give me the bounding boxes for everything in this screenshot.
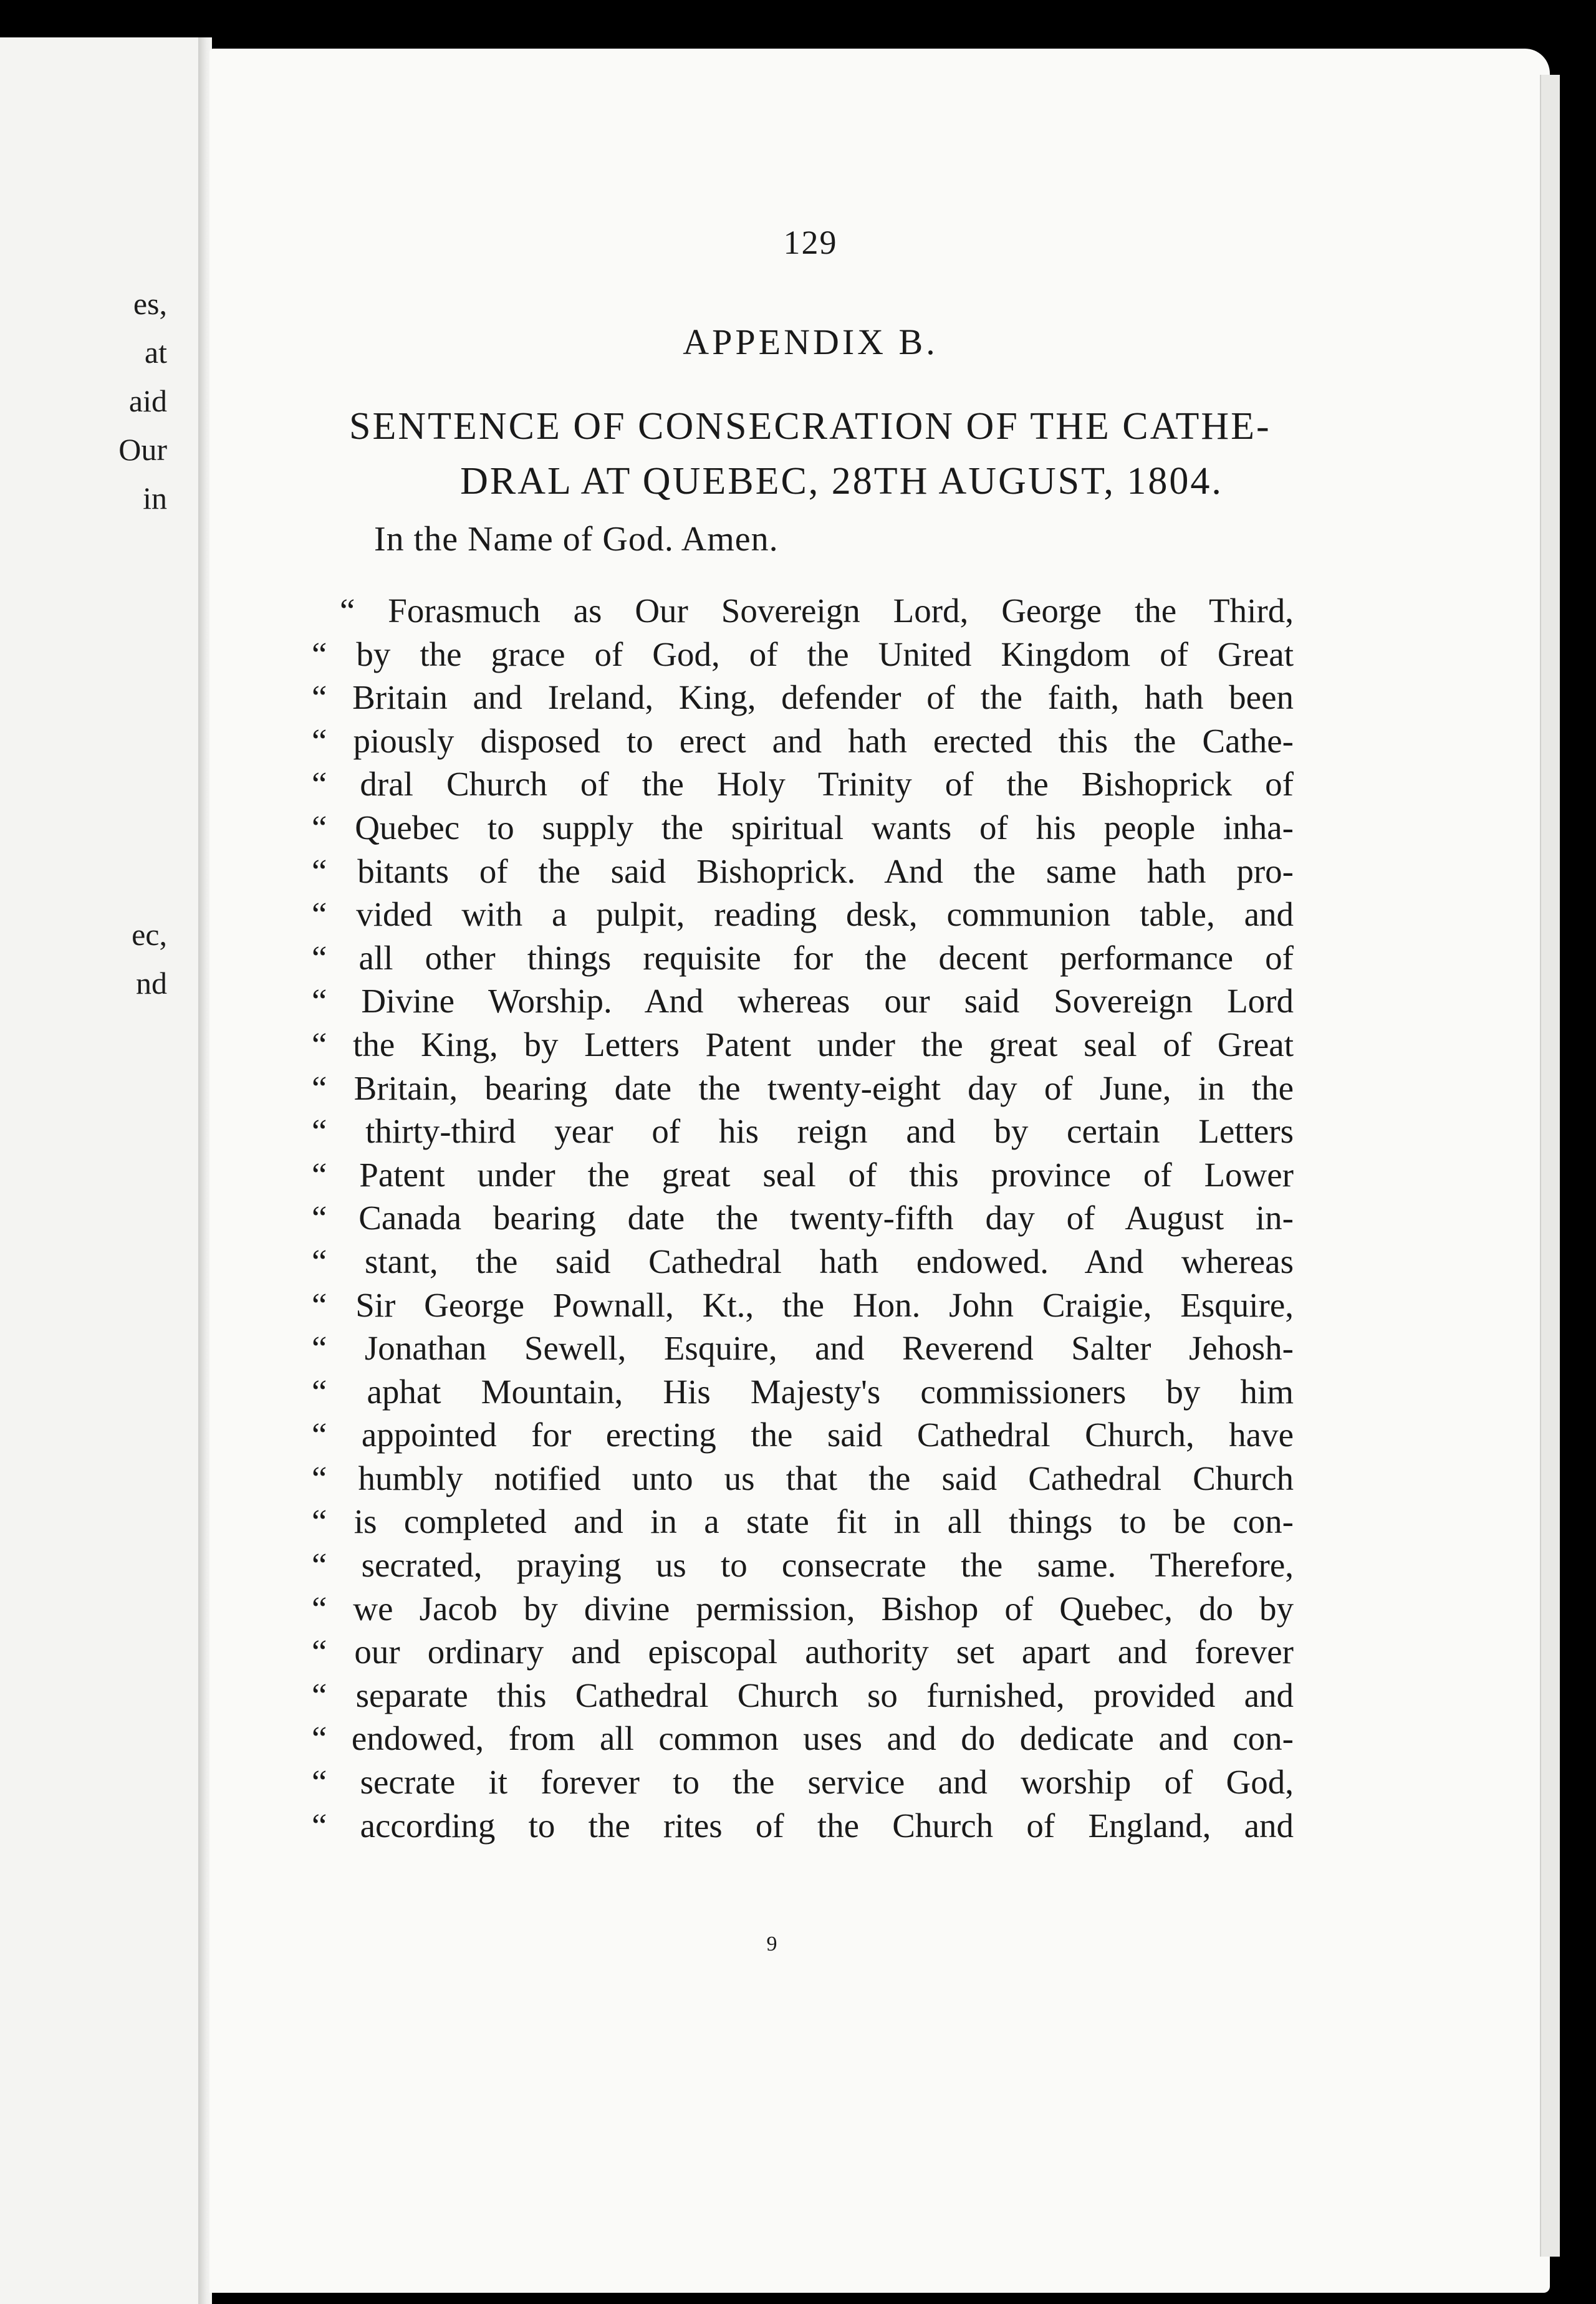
body-line: “ Forasmuch as Our Sovereign Lord, George the Third, — [340, 592, 1294, 630]
body-line: “ Britain and Ireland, King, defender of the faith, hath been — [312, 678, 1294, 717]
body-line: “ endowed, from all common uses and do dedicate and con- — [312, 1719, 1294, 1758]
body-line: “ is completed and in a state fit in all things to be con- — [312, 1502, 1294, 1541]
section-heading — [349, 399, 1297, 509]
body-line: “ Patent under the great seal of this province of Lower — [312, 1155, 1294, 1194]
left-page-text-lower — [132, 910, 167, 1007]
left-fragment: at — [144, 335, 167, 370]
body-line: “ humbly notified unto us that the said Cathedral Church — [312, 1459, 1294, 1497]
left-facing-page — [0, 37, 200, 2304]
body-line: “ secrated, praying us to consecrate the same. Therefore, — [312, 1546, 1294, 1585]
body-text — [312, 589, 1294, 1847]
body-line: “ Divine Worship. And whereas our said Sovereign Lord — [312, 982, 1294, 1020]
body-line: “ the King, by Letters Patent under the great seal of Great — [312, 1025, 1294, 1063]
left-fragment: aid — [128, 383, 167, 418]
left-fragment: Our — [118, 432, 167, 467]
body-line: “ by the grace of God, of the United Kingdom of Great — [312, 635, 1294, 673]
body-line: “ dral Church of the Holy Trinity of the Bishoprick of — [312, 765, 1294, 804]
body-line: “ vided with a pulpit, reading desk, communion table, and — [312, 895, 1294, 934]
body-line: “ piously disposed to erect and hath erected this the Cathe- — [312, 721, 1294, 760]
scan-background — [0, 0, 1596, 56]
left-fragment: ec, — [132, 917, 167, 952]
left-fragment: es, — [133, 286, 167, 321]
signature-mark: 9 — [766, 1932, 777, 1956]
page-edge — [1540, 75, 1560, 2257]
body-line: “ all other things requisite for the decent performance of — [312, 938, 1294, 977]
left-fragment: in — [143, 481, 167, 516]
body-line: “ we Jacob by divine permission, Bishop of Quebec, do by — [312, 1589, 1294, 1628]
body-line: “ according to the rites of the Church of England, and — [312, 1806, 1294, 1845]
page-number: 129 — [783, 224, 838, 261]
body-line: “ Sir George Pownall, Kt., the Hon. John Craigie, Esquire, — [312, 1285, 1294, 1324]
left-fragment: nd — [136, 966, 167, 1001]
body-line: “ Britain, bearing date the twenty-eight day of June, in the — [312, 1068, 1294, 1107]
body-line: “ separate this Cathedral Church so furnished, provided and — [312, 1676, 1294, 1714]
body-line: “ appointed for erecting the said Cathedral Church, have — [312, 1416, 1294, 1454]
heading-line-1: SENTENCE OF CONSECRATION OF THE CATHE- — [349, 405, 1271, 448]
left-page-text-upper — [118, 279, 167, 522]
body-line: “ thirty-third year of his reign and by certain Letters — [312, 1112, 1294, 1151]
invocation: In the Name of God. Amen. — [374, 520, 779, 559]
appendix-title: APPENDIX B. — [683, 322, 938, 362]
body-line: “ Jonathan Sewell, Esquire, and Reverend Salter Jehosh- — [312, 1329, 1294, 1368]
body-line: “ our ordinary and episcopal authority set apart and forever — [312, 1633, 1294, 1671]
body-line: “ secrate it forever to the service and worship of God, — [312, 1763, 1294, 1802]
body-line: “ bitants of the said Bishoprick. And the same hath pro- — [312, 852, 1294, 890]
heading-line-2: DRAL AT QUEBEC, 28TH AUGUST, 1804. — [460, 460, 1223, 502]
body-line: “ Quebec to supply the spiritual wants of his people inha- — [312, 808, 1294, 847]
body-line: “ aphat Mountain, His Majesty's commissioners by him — [312, 1372, 1294, 1411]
body-line: “ stant, the said Cathedral hath endowed. And whereas — [312, 1242, 1294, 1280]
body-line: “ Canada bearing date the twenty-fifth day of August in- — [312, 1199, 1294, 1237]
